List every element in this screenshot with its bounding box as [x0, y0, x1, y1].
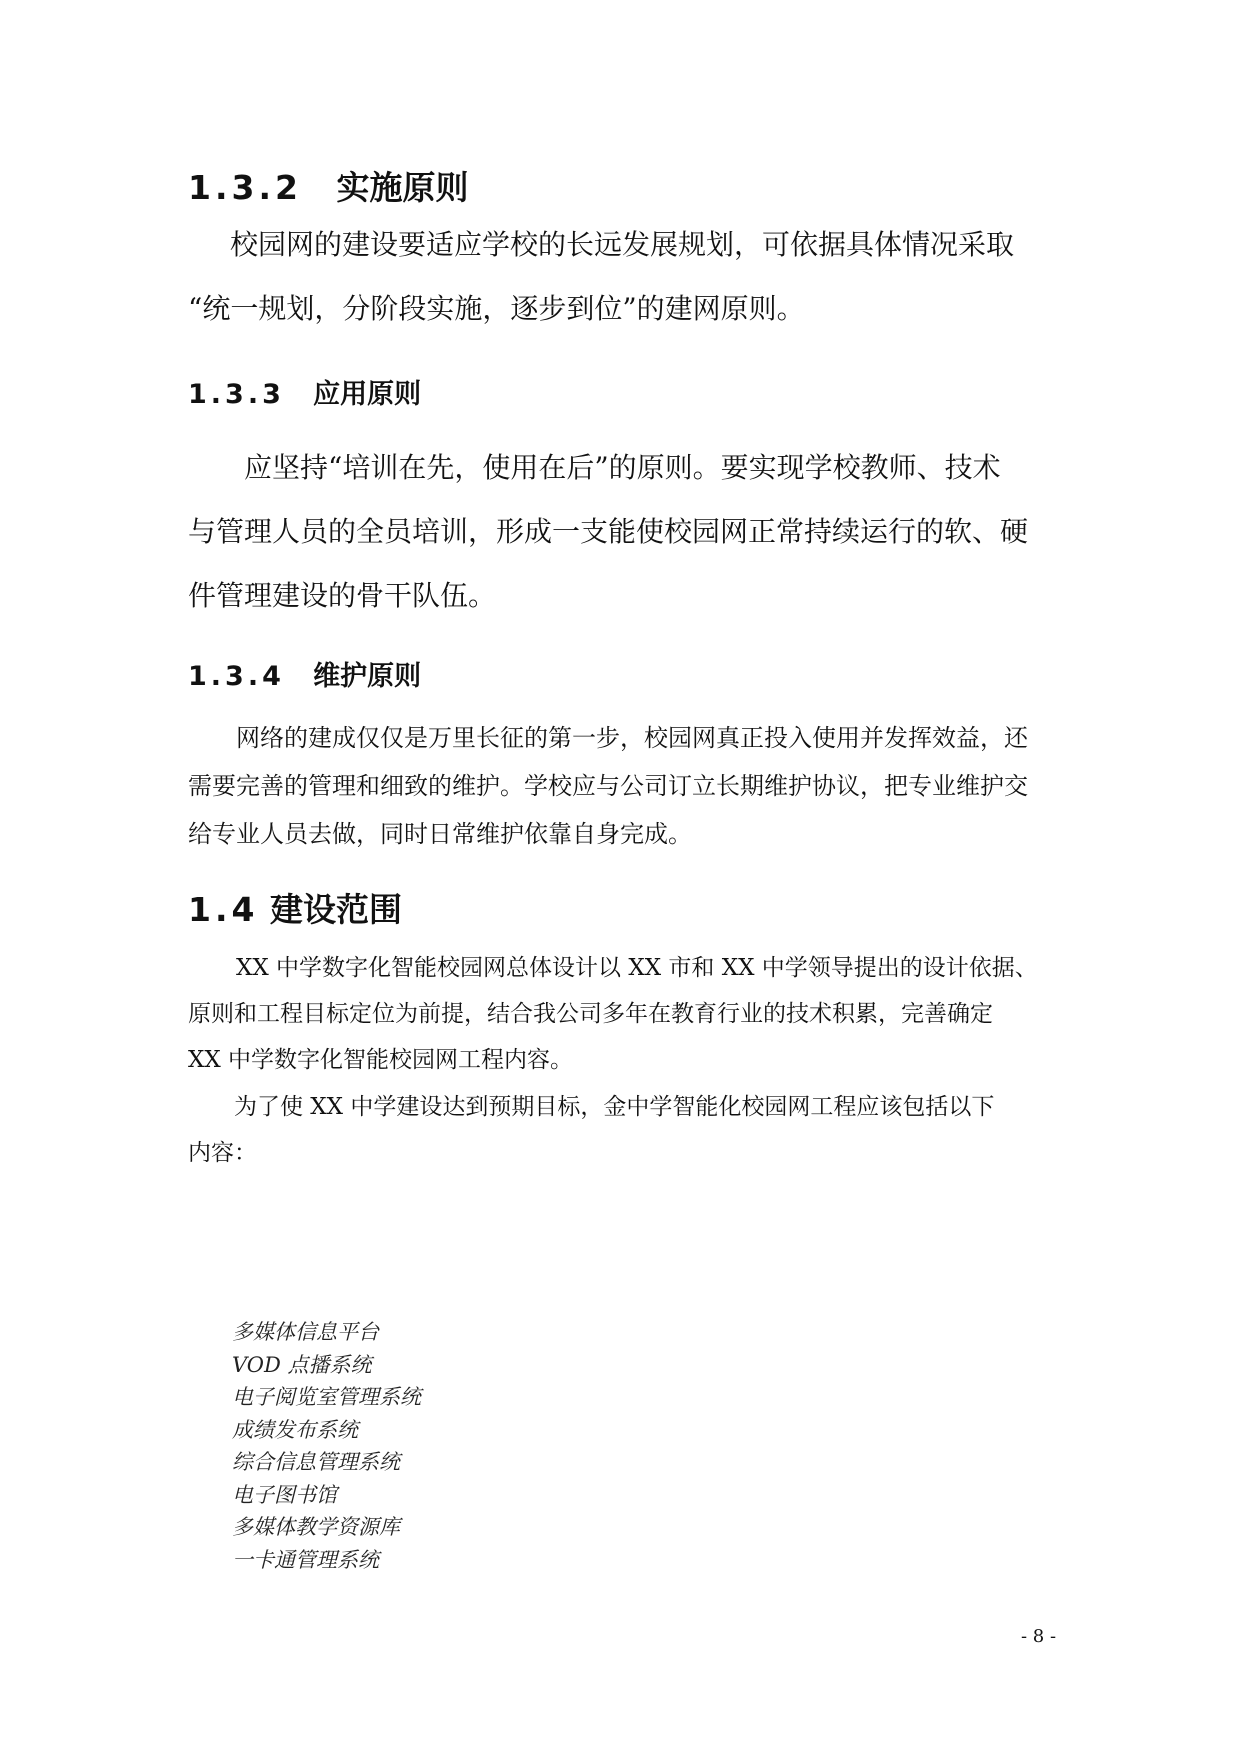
paragraph-line: 应坚持“培训在先，使用在后”的原则。要实现学校教师、技术 [244, 451, 1001, 484]
paragraph-scope-2 [188, 1084, 1058, 1176]
heading-1-3-3 [188, 372, 421, 411]
section-number: 1.3.2 [188, 168, 302, 207]
list-item: 多媒体教学资源库 [232, 1515, 400, 1539]
list-item: 一卡通管理系统 [232, 1547, 379, 1572]
paragraph-line: XX 中学数字化智能校园网工程内容。 [188, 1047, 574, 1073]
page-number: - 8 - [1021, 1626, 1057, 1647]
list-item: 多媒体信息平台 [232, 1320, 379, 1344]
paragraph-scope-1 [188, 945, 1058, 1083]
section-title: 应用原则 [313, 379, 422, 410]
section-title: 建设范围 [269, 890, 402, 929]
paragraph-application [188, 436, 1058, 628]
paragraph-line: 件管理建设的骨干队伍。 [188, 579, 497, 612]
paragraph-line: 需要完善的管理和细致的维护。学校应与公司订立长期维护协议，把专业维护交 [188, 772, 1028, 800]
paragraph-line: XX 中学数字化智能校园网总体设计以 XX 市和 XX 中学领导提出的设计依据、 [236, 955, 1038, 981]
section-title: 维护原则 [313, 661, 422, 692]
section-number: 1.4 [188, 890, 259, 929]
section-number: 1.3.3 [188, 379, 285, 410]
paragraph-line: 为了使 XX 中学建设达到预期目标，金中学智能化校园网工程应该包括以下 [234, 1094, 995, 1120]
list-item: 成绩发布系统 [232, 1417, 358, 1442]
heading-1-3-4 [188, 654, 421, 693]
paragraph-implementation [188, 213, 1058, 341]
paragraph-line: 给专业人员去做，同时日常维护依靠自身完成。 [188, 820, 692, 848]
heading-1-3-2 [188, 162, 468, 209]
list-item: 综合信息管理系统 [232, 1450, 400, 1474]
paragraph-line: 与管理人员的全员培训，形成一支能使校园网正常持续运行的软、硬 [188, 515, 1029, 548]
paragraph-maintenance [188, 714, 1058, 858]
paragraph-line: 内容： [188, 1140, 257, 1166]
section-number: 1.3.4 [188, 661, 285, 692]
list-item: VOD 点播系统 [232, 1352, 372, 1377]
heading-1-4 [188, 884, 402, 931]
paragraph-line: 网络的建成仅仅是万里长征的第一步，校园网真正投入使用并发挥效益，还 [236, 724, 1028, 752]
list-item: 电子图书馆 [232, 1482, 337, 1507]
list-item: 电子阅览室管理系统 [232, 1385, 421, 1409]
paragraph-line: 校园网的建设要适应学校的长远发展规划，可依据具体情况采取 [230, 228, 1015, 261]
paragraph-line: 原则和工程目标定位为前提，结合我公司多年在教育行业的技术积累，完善确定 [188, 1001, 993, 1027]
paragraph-line: “统一规划，分阶段实施，逐步到位”的建网原则。 [188, 292, 805, 325]
scope-list [232, 1316, 421, 1576]
section-title: 实施原则 [336, 168, 469, 207]
